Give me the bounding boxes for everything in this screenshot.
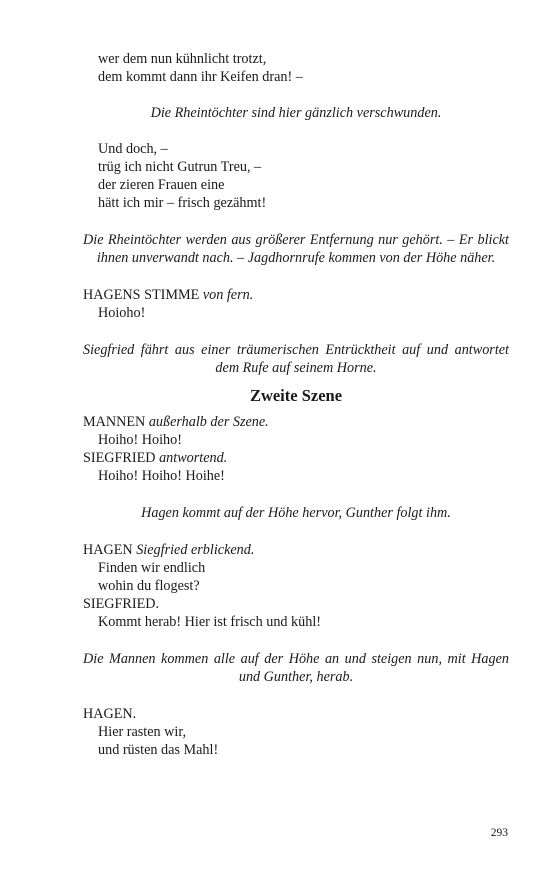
speaker-direction: antwortend. [159,450,228,466]
verse-line: Hier rasten wir, [98,724,187,740]
verse-line: Hoioho! [98,305,146,321]
page-number: 293 [490,827,508,839]
speech [83,541,509,631]
verse-line: der zieren Frauen eine [98,177,225,193]
scene-heading: Zweite Szene [249,386,343,405]
verse-line: wohin du flogest? [98,578,200,594]
speaker-direction: außerhalb der Szene. [148,414,269,430]
verse-line: wer dem nun kühnlicht trotzt, [98,51,267,67]
speaker-direction: Siegfried erblickend. [136,542,255,558]
speaker-name: HAGEN. [83,706,137,722]
speaker-name: SIEGFRIED. [83,596,160,612]
verse-line: trüg ich nicht Gutrun Treu, – [98,159,262,175]
verse-line: Finden wir endlich [98,560,206,576]
verse-block [83,140,509,212]
speech [83,705,509,759]
verse-block [83,50,509,86]
verse-line: dem kommt dann ihr Keifen dran! – [98,69,303,85]
stage-direction: Siegfried fährt aus einer träumerischen Entrücktheit auf und antwortet dem Rufe auf seinem Horne. [83,342,509,376]
speech [83,286,509,322]
stage-direction: Hagen kommt auf der Höhe hervor, Gunther folgt ihm. [141,505,451,521]
verse-line: Hoiho! Hoiho! [98,432,182,448]
verse-line: Kommt herab! Hier ist frisch und kühl! [98,614,322,630]
page-body [83,50,509,759]
stage-direction: Die Rheintöchter werden aus größerer Entfernung nur gehört. – Er blickt ihnen unverwandt nach. – Jagdhornrufe kommen von der Höhe näher. [83,232,509,266]
verse-line: Und doch, – [98,141,168,157]
stage-direction: Die Rheintöchter sind hier gänzlich verschwunden. [150,105,442,121]
speaker-name: MANNEN [83,414,146,430]
speaker-direction: von fern. [202,287,254,303]
speaker-name: HAGEN [83,542,133,558]
speech [83,413,509,485]
stage-direction: Die Mannen kommen alle auf der Höhe an und steigen nun, mit Hagen und Gunther, herab. [83,651,509,685]
speaker-name: SIEGFRIED [83,450,156,466]
speaker-name: HAGENS STIMME [83,287,200,303]
verse-line: hätt ich mir – frisch gezähmt! [98,195,267,211]
verse-line: Hoiho! Hoiho! Hoihe! [98,468,225,484]
verse-line: und rüsten das Mahl! [98,742,219,758]
